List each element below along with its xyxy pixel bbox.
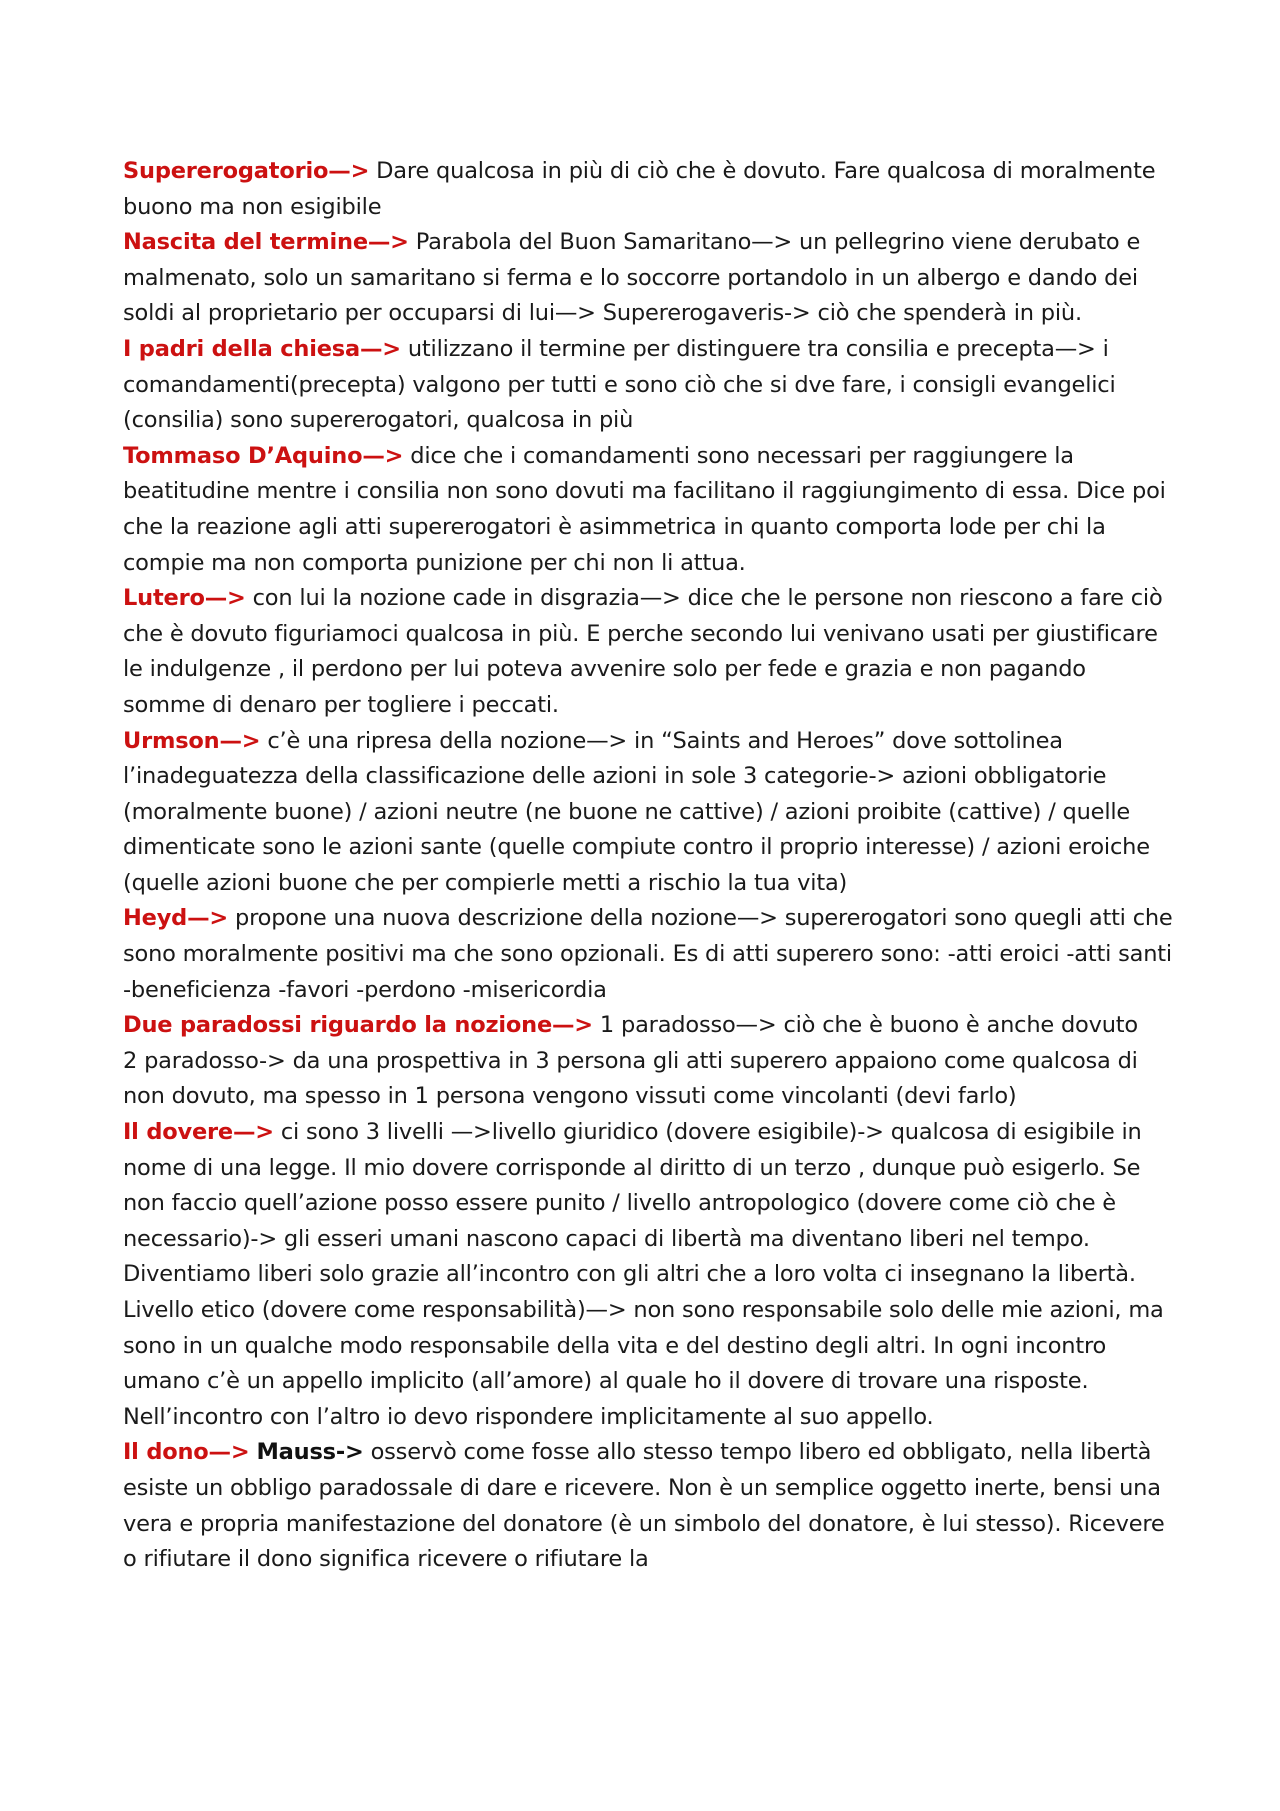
term-label: Heyd—> <box>123 905 229 932</box>
paragraph-il-dono <box>123 1435 1173 1577</box>
term-label: Il dono—> <box>123 1439 250 1466</box>
term-label: Il dovere—> <box>123 1119 274 1146</box>
paragraph-text: dice che i comandamenti sono necessari per raggiungere la beatitudine mentre i consilia non sono dovuti ma facilitano il raggiungimento di essa. Dice poi che la reazione agli atti supererogatori è asimmetrica in quanto comporta lode per chi la compie ma non comporta punizione per chi non li attua. <box>123 442 1166 576</box>
author-label: Mauss-> <box>256 1439 364 1466</box>
term-label: Tommaso D’Aquino—> <box>123 442 404 469</box>
paragraph-heyd <box>123 901 1173 1008</box>
paragraph-text: c’è una ripresa della nozione—> in “Saints and Heroes” dove sottolinea l’inadeguatezza della classificazione delle azioni in sole 3 categorie-> azioni obbligatorie (moralmente buone) / azioni neutre (ne buone ne cattive) / azioni proibite (cattive) / quelle dimenticate sono le azioni sante (quelle compiute contro il proprio interesse) / azioni eroiche (quelle azioni buone che per compierle metti a rischio la tua vita) <box>123 727 1150 896</box>
paragraph-supererogatorio <box>123 154 1173 225</box>
paragraph-text: utilizzano il termine per distinguere tra consilia e precepta—> i comandamenti(precepta) valgono per tutti e sono ciò che si dve fare, i consigli evangelici (consilia) sono supererogatori, qualcosa in più <box>123 335 1116 434</box>
term-label: Lutero—> <box>123 585 246 612</box>
paragraph-nascita-del-termine <box>123 225 1173 332</box>
paragraph-padri-della-chiesa <box>123 332 1173 439</box>
document-page <box>123 154 1173 1578</box>
paragraph-tommaso-daquino <box>123 439 1173 581</box>
paragraph-livello-etico <box>123 1293 1173 1435</box>
paragraph-text: 1 paradosso—> ciò che è buono è anche dovuto <box>592 1012 1138 1039</box>
term-label: Nascita del termine—> <box>123 229 409 256</box>
paragraph-due-paradossi <box>123 1008 1173 1044</box>
paragraph-text: osservò come fosse allo stesso tempo libero ed obbligato, nella libertà esiste un obbligo paradossale di dare e ricevere. Non è un semplice oggetto inerte, bensi una vera e propria manifestazione del donatore (è un simbolo del donatore, è lui stesso). Ricevere o rifiutare il dono significa ricevere o rifiutare la <box>123 1439 1165 1573</box>
paragraph-text: Livello etico (dovere come responsabilità)—> non sono responsabile solo delle mie azioni, ma sono in un qualche modo responsabile della vita e del destino degli altri. In ogni incontro umano c’è un appello implicito (all’amore) al quale ho il dovere di trovare una risposte. Nell’incontro con l’altro io devo rispondere implicitamente al suo appello. <box>123 1297 1164 1430</box>
paragraph-text: Dare qualcosa in più di ciò che è dovuto. Fare qualcosa di moralmente buono ma non esigibile <box>123 158 1156 220</box>
term-label: Supererogatorio—> <box>123 158 370 184</box>
paragraph-text: 2 paradosso-> da una prospettiva in 3 persona gli atti superero appaiono come qualcosa di non dovuto, ma spesso in 1 persona vengono vissuti come vincolanti (devi farlo) <box>123 1047 1138 1110</box>
paragraph-secondo-paradosso <box>123 1044 1173 1115</box>
term-label: Due paradossi riguardo la nozione—> <box>123 1012 593 1039</box>
paragraph-lutero <box>123 581 1173 723</box>
paragraph-text: propone una nuova descrizione della nozione—> supererogatori sono quegli atti che sono moralmente positivi ma che sono opzionali. Es di atti superero sono: -atti eroici -atti santi -beneficienza -favori -perdono -misericordia <box>123 905 1173 1003</box>
paragraph-il-dovere <box>123 1115 1173 1293</box>
term-label: I padri della chiesa—> <box>123 335 401 362</box>
paragraph-text: con lui la nozione cade in disgrazia—> dice che le persone non riescono a fare ciò che è dovuto figuriamoci qualcosa in più. E perche secondo lui venivano usati per giustificare le indulgenze , il perdono per lui poteva avvenire solo per fede e grazia e non pagando somme di denaro per togliere i peccati. <box>123 585 1163 718</box>
paragraph-text: ci sono 3 livelli —>livello giuridico (dovere esigibile)-> qualcosa di esigibile in nome di una legge. Il mio dovere corrisponde al diritto di un terzo , dunque può esigerlo. Se non faccio quell’azione posso essere punito / livello antropologico (dovere come ciò che è necessario)-> gli esseri umani nascono capaci di libertà ma diventano liberi nel tempo. Diventiamo liberi solo grazie all’incontro con gli altri che a loro volta ci insegnano la libertà. <box>123 1119 1142 1288</box>
paragraph-text: Parabola del Buon Samaritano—> un pellegrino viene derubato e malmenato, solo un samaritano si ferma e lo soccorre portandolo in un albergo e dando dei soldi al proprietario per occuparsi di lui—> Supererogaveris-> ciò che spenderà in più. <box>123 229 1141 327</box>
term-label: Urmson—> <box>123 727 261 754</box>
paragraph-urmson <box>123 724 1173 902</box>
